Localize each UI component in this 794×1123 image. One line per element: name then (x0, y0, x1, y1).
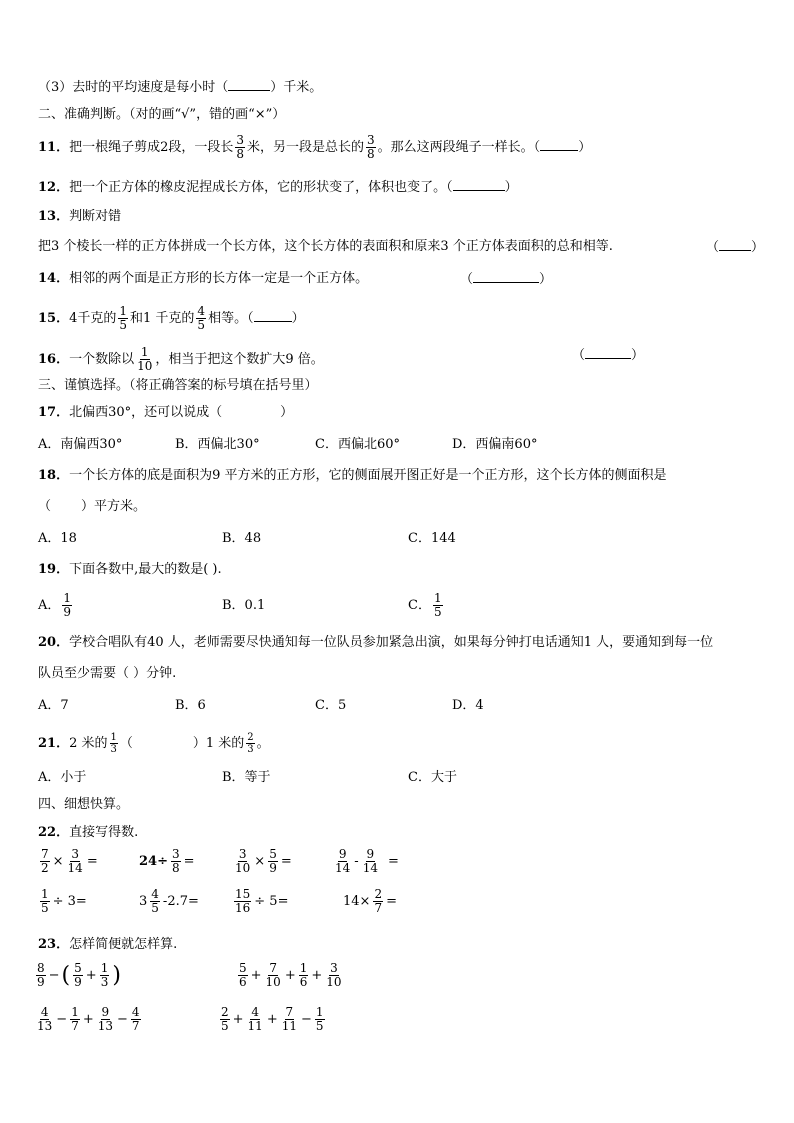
q10-part3-suffix: ）千米。 (270, 80, 323, 95)
numerator: 7 (41, 847, 49, 861)
numerator: 2 (374, 887, 383, 901)
question-number: 12． (38, 180, 70, 195)
numerator: 1 (299, 961, 308, 975)
fraction (136, 346, 153, 373)
numerator: 15 (235, 887, 251, 901)
q13-answer (706, 238, 764, 257)
q17-option-d[interactable]: D．西偏南60° (452, 437, 538, 452)
q20-option-d[interactable]: D．4 (452, 698, 484, 713)
denominator: 5 (315, 1019, 324, 1033)
fraction (373, 888, 383, 915)
q17-end: ） (280, 405, 294, 420)
denominator: 9 (37, 975, 45, 989)
q19-option-c[interactable] (408, 592, 445, 619)
question-17 (38, 404, 293, 422)
operator: × (254, 853, 266, 869)
q17-option-a[interactable]: A．南偏西30° (38, 437, 123, 452)
denominator: 9 (74, 975, 82, 989)
fraction (265, 962, 282, 989)
numerator: 2 (221, 1005, 229, 1019)
q22-expr-4 (332, 848, 400, 875)
q16-text-b: ，相当于把这个数扩大9 倍。 (155, 352, 324, 367)
question-number: 20． (38, 635, 70, 650)
denominator: 10 (235, 861, 251, 875)
fraction (131, 1006, 141, 1033)
fraction (325, 962, 342, 989)
denominator: 11 (247, 1019, 263, 1033)
q23-expr-4 (218, 1006, 327, 1033)
answer-blank[interactable] (585, 346, 631, 359)
whole-part: 24÷ (139, 853, 168, 869)
question-20 (38, 634, 713, 652)
question-number: 13． (38, 209, 70, 224)
numerator: 4 (151, 887, 159, 901)
q12-end: ） (504, 180, 518, 195)
numerator: 3 (171, 847, 180, 861)
q17-option-b[interactable]: B．西偏北30° (175, 437, 260, 452)
fraction (62, 592, 72, 619)
numerator: 1 (315, 1005, 324, 1019)
q14-text: 相邻的两个面是正方形的长方体一定是一个正方体。 (69, 271, 369, 286)
q16-answer (572, 346, 644, 365)
operator: + (232, 1011, 244, 1027)
numerator: 9 (101, 1005, 110, 1019)
answer-blank[interactable] (254, 309, 292, 322)
fraction (334, 848, 351, 875)
denominator: 7 (131, 1019, 140, 1033)
section-2-heading: 二、准确判断。（对的画“√”，错的画“×”） (38, 107, 286, 122)
fraction (362, 848, 379, 875)
fraction (220, 1006, 230, 1033)
answer-blank[interactable] (719, 238, 751, 251)
denominator: 14 (67, 861, 83, 875)
q17-text: 北偏西30°，还可以说成（ (69, 405, 223, 420)
operator: + (82, 1011, 94, 1027)
numerator: 3 (367, 133, 375, 147)
fraction (196, 305, 206, 332)
fraction (36, 962, 46, 989)
paren-open: （ (38, 499, 52, 514)
paren-open: （ (572, 348, 586, 363)
q10-part3-text: （3）去时的平均速度是每小时（ (38, 80, 229, 95)
denominator: 9 (269, 861, 277, 875)
q19-option-a[interactable] (38, 592, 74, 619)
numerator: 4 (197, 304, 206, 318)
question-number: 23． (38, 937, 70, 952)
q18-option-c[interactable]: C．144 (408, 531, 456, 546)
numerator: 3 (71, 847, 79, 861)
paren-open: （ (706, 240, 720, 255)
q22-expr-8 (342, 888, 398, 915)
operator-rest: ÷ 5= (254, 893, 289, 909)
fraction (110, 732, 118, 755)
question-22 (38, 824, 138, 842)
q23-expr-2 (236, 962, 345, 989)
operator-rest: -2.7= (162, 893, 199, 909)
operator-rest: ÷ 3= (52, 893, 87, 909)
denominator: 5 (197, 318, 206, 332)
denominator: 3 (100, 975, 109, 989)
q22-expr-3 (232, 848, 293, 875)
question-13-title (38, 208, 121, 226)
q21-option-c[interactable]: C．大于 (408, 770, 457, 785)
q23-expr-1 (34, 962, 122, 989)
fraction (100, 962, 110, 989)
question-number: 14． (38, 271, 70, 286)
q18-line1: 一个长方体的底是面积为9 平方米的正方形，它的侧面展开图正好是一个正方形，这个长方体的侧面积是 (69, 468, 667, 483)
denominator: 3 (110, 744, 117, 755)
q23-title: 怎样简便就怎样算. (69, 937, 178, 952)
numerator: 1 (433, 591, 442, 605)
question-20-line2: 队员至少需要（ ）分钟. (38, 666, 177, 681)
fraction (234, 848, 251, 875)
fraction (246, 732, 254, 755)
question-number: 17． (38, 405, 70, 420)
paren-open: （ (460, 272, 474, 287)
question-16 (38, 346, 324, 373)
denominator: 2 (41, 861, 49, 875)
denominator: 6 (239, 975, 247, 989)
question-15 (38, 305, 305, 332)
operator: − (117, 1011, 128, 1027)
question-11 (38, 134, 591, 161)
numerator: 3 (238, 847, 247, 861)
question-14 (38, 270, 368, 288)
denominator: 8 (367, 147, 375, 161)
q10-part3 (38, 78, 322, 97)
question-number: 16． (38, 352, 70, 367)
operator: + (250, 967, 262, 983)
operator: - (354, 853, 359, 869)
numerator: 9 (366, 847, 375, 861)
paren-close: ） (539, 272, 553, 287)
operator: − (48, 967, 60, 983)
fraction (40, 848, 50, 875)
fraction (235, 134, 245, 161)
numerator: 2 (247, 732, 254, 743)
fraction (281, 1006, 298, 1033)
answer-blank[interactable] (453, 178, 505, 191)
numerator: 8 (37, 961, 45, 975)
question-21 (38, 732, 270, 755)
question-18-line2 (38, 498, 146, 516)
q18-option-b[interactable]: B．48 (222, 531, 262, 546)
numerator: 1 (41, 887, 49, 901)
q22-expr-2 (138, 848, 196, 875)
q20-option-b[interactable]: B．6 (175, 698, 206, 713)
answer-blank[interactable] (473, 270, 539, 283)
q11-text-b: 米，另一段是总长的 (247, 140, 365, 155)
question-23 (38, 936, 177, 954)
q19-option-b[interactable]: B．0.1 (222, 598, 266, 613)
numerator: 1 (140, 345, 149, 359)
q19-text: 下面各数中,最大的数是( ). (69, 562, 222, 577)
fraction (97, 1006, 114, 1033)
fraction (67, 848, 84, 875)
option-label: A． (38, 598, 61, 613)
denominator: 10 (137, 359, 153, 373)
fraction (150, 888, 160, 915)
q18-option-a[interactable]: A．18 (38, 531, 77, 546)
q11-text-d: ） (578, 140, 592, 155)
equals: = (86, 853, 98, 869)
question-19 (38, 561, 222, 579)
question-12 (38, 178, 518, 197)
right-paren: ) (112, 962, 121, 988)
denominator: 7 (374, 901, 383, 915)
numerator: 7 (269, 961, 277, 975)
denominator: 13 (97, 1019, 114, 1033)
fraction (299, 962, 309, 989)
numerator: 4 (251, 1005, 259, 1019)
paren-close: ） (751, 240, 765, 255)
question-number: 15． (38, 311, 70, 326)
fraction (315, 1006, 325, 1033)
q22-expr-1 (38, 848, 99, 875)
denominator: 8 (236, 147, 245, 161)
denominator: 14 (362, 861, 378, 875)
q21-text-a: 2 米的 (69, 736, 108, 751)
numerator: 1 (100, 961, 109, 975)
fraction (433, 592, 443, 619)
q20-option-a[interactable]: A．7 (38, 698, 69, 713)
denominator: 11 (281, 1019, 298, 1033)
q11-text-a: 把一根绳子剪成2段，一段长 (69, 140, 234, 155)
q22-title: 直接写得数. (69, 825, 139, 840)
numerator: 1 (119, 304, 128, 318)
left-paren: ( (61, 962, 71, 988)
operator: − (301, 1011, 312, 1027)
numerator: 4 (40, 1005, 49, 1019)
q21-text-c: ）1 米的 (192, 736, 245, 751)
fraction (238, 962, 248, 989)
denominator: 5 (41, 901, 49, 915)
denominator: 5 (221, 1019, 229, 1033)
fraction (247, 1006, 264, 1033)
fraction (268, 848, 278, 875)
q11-text-c: 。那么这两段绳子一样长。（ (377, 140, 541, 155)
fraction (73, 962, 83, 989)
operator: + (85, 967, 97, 983)
equals: = (183, 853, 195, 869)
question-number: 21． (38, 736, 70, 751)
numerator: 1 (110, 732, 117, 743)
q15-text-d: ） (291, 311, 305, 326)
denominator: 5 (151, 901, 159, 915)
section-3-heading: 三、谨慎选择。（将正确答案的标号填在括号里） (38, 378, 318, 393)
q22-expr-5 (38, 888, 88, 915)
fraction (171, 848, 181, 875)
section-4-heading: 四、细想快算。 (38, 797, 130, 812)
numerator: 3 (236, 133, 245, 147)
denominator: 6 (299, 975, 308, 989)
fraction (70, 1006, 80, 1033)
numerator: 9 (338, 847, 347, 861)
denominator: 14 (335, 861, 351, 875)
fraction (40, 888, 50, 915)
q21-option-a[interactable]: A．小于 (38, 770, 87, 785)
operator: × (52, 853, 64, 869)
numerator: 4 (131, 1005, 140, 1019)
q21-text-d: 。 (256, 736, 270, 751)
question-number: 19． (38, 562, 70, 577)
denominator: 10 (265, 975, 281, 989)
fraction (366, 134, 376, 161)
question-number: 18． (38, 468, 70, 483)
q13-title: 判断对错 (69, 209, 122, 224)
q17-option-c[interactable]: C．西偏北60° (315, 437, 400, 452)
fraction (118, 305, 128, 332)
denominator: 5 (433, 605, 442, 619)
fraction (36, 1006, 53, 1033)
numerator: 5 (269, 847, 277, 861)
numerator: 5 (239, 961, 247, 975)
denominator: 10 (326, 975, 342, 989)
whole-part: 3 (139, 893, 148, 909)
denominator: 13 (37, 1019, 53, 1033)
whole-part: 14× (343, 893, 371, 909)
operator: + (266, 1011, 278, 1027)
option-label: C． (408, 598, 431, 613)
q14-answer (460, 270, 552, 289)
q20-option-c[interactable]: C．5 (315, 698, 347, 713)
numerator: 1 (63, 591, 72, 605)
numerator: 3 (330, 961, 338, 975)
denominator: 3 (247, 744, 254, 755)
q20-line1: 学校合唱队有40 人，老师需要尽快通知每一位队员参加紧急出演，如果每分钟打电话通知1 人，要通知到每一位 (69, 635, 714, 650)
q23-expr-3 (34, 1006, 143, 1033)
q15-text-a: 4千克的 (69, 311, 117, 326)
denominator: 16 (235, 901, 251, 915)
question-13-body: 把3 个棱长一样的正方体拼成一个长方体，这个长方体的表面积和原来3 个正方体表面积的总和相等. (38, 239, 613, 254)
answer-blank[interactable] (228, 78, 270, 91)
answer-blank[interactable] (540, 138, 578, 151)
denominator: 5 (119, 318, 128, 332)
operator: + (284, 967, 296, 983)
paren-close: ） (631, 348, 645, 363)
equals: = (386, 893, 397, 909)
question-number: 22． (38, 825, 70, 840)
denominator: 9 (63, 605, 72, 619)
operator: − (56, 1011, 68, 1027)
q21-text-b: （ (119, 736, 133, 751)
q15-text-c: 相等。（ (208, 311, 254, 326)
q22-expr-6 (138, 888, 200, 915)
q22-expr-7 (232, 888, 289, 915)
denominator: 7 (71, 1019, 79, 1033)
question-number: 11． (38, 140, 70, 155)
question-18 (38, 467, 667, 485)
denominator: 8 (171, 861, 180, 875)
numerator: 1 (71, 1005, 79, 1019)
q12-text: 把一个正方体的橡皮泥捏成长方体，它的形状变了，体积也变了。（ (69, 180, 453, 195)
equals: = (280, 853, 292, 869)
equals: = (387, 853, 399, 869)
q18-line2-close: ）平方米。 (81, 499, 147, 514)
q21-option-b[interactable]: B．等于 (222, 770, 271, 785)
numerator: 7 (285, 1005, 294, 1019)
q15-text-b: 和1 千克的 (130, 311, 195, 326)
q16-text-a: 一个数除以 (69, 352, 135, 367)
numerator: 5 (74, 961, 82, 975)
fraction (234, 888, 251, 915)
operator: + (311, 967, 323, 983)
